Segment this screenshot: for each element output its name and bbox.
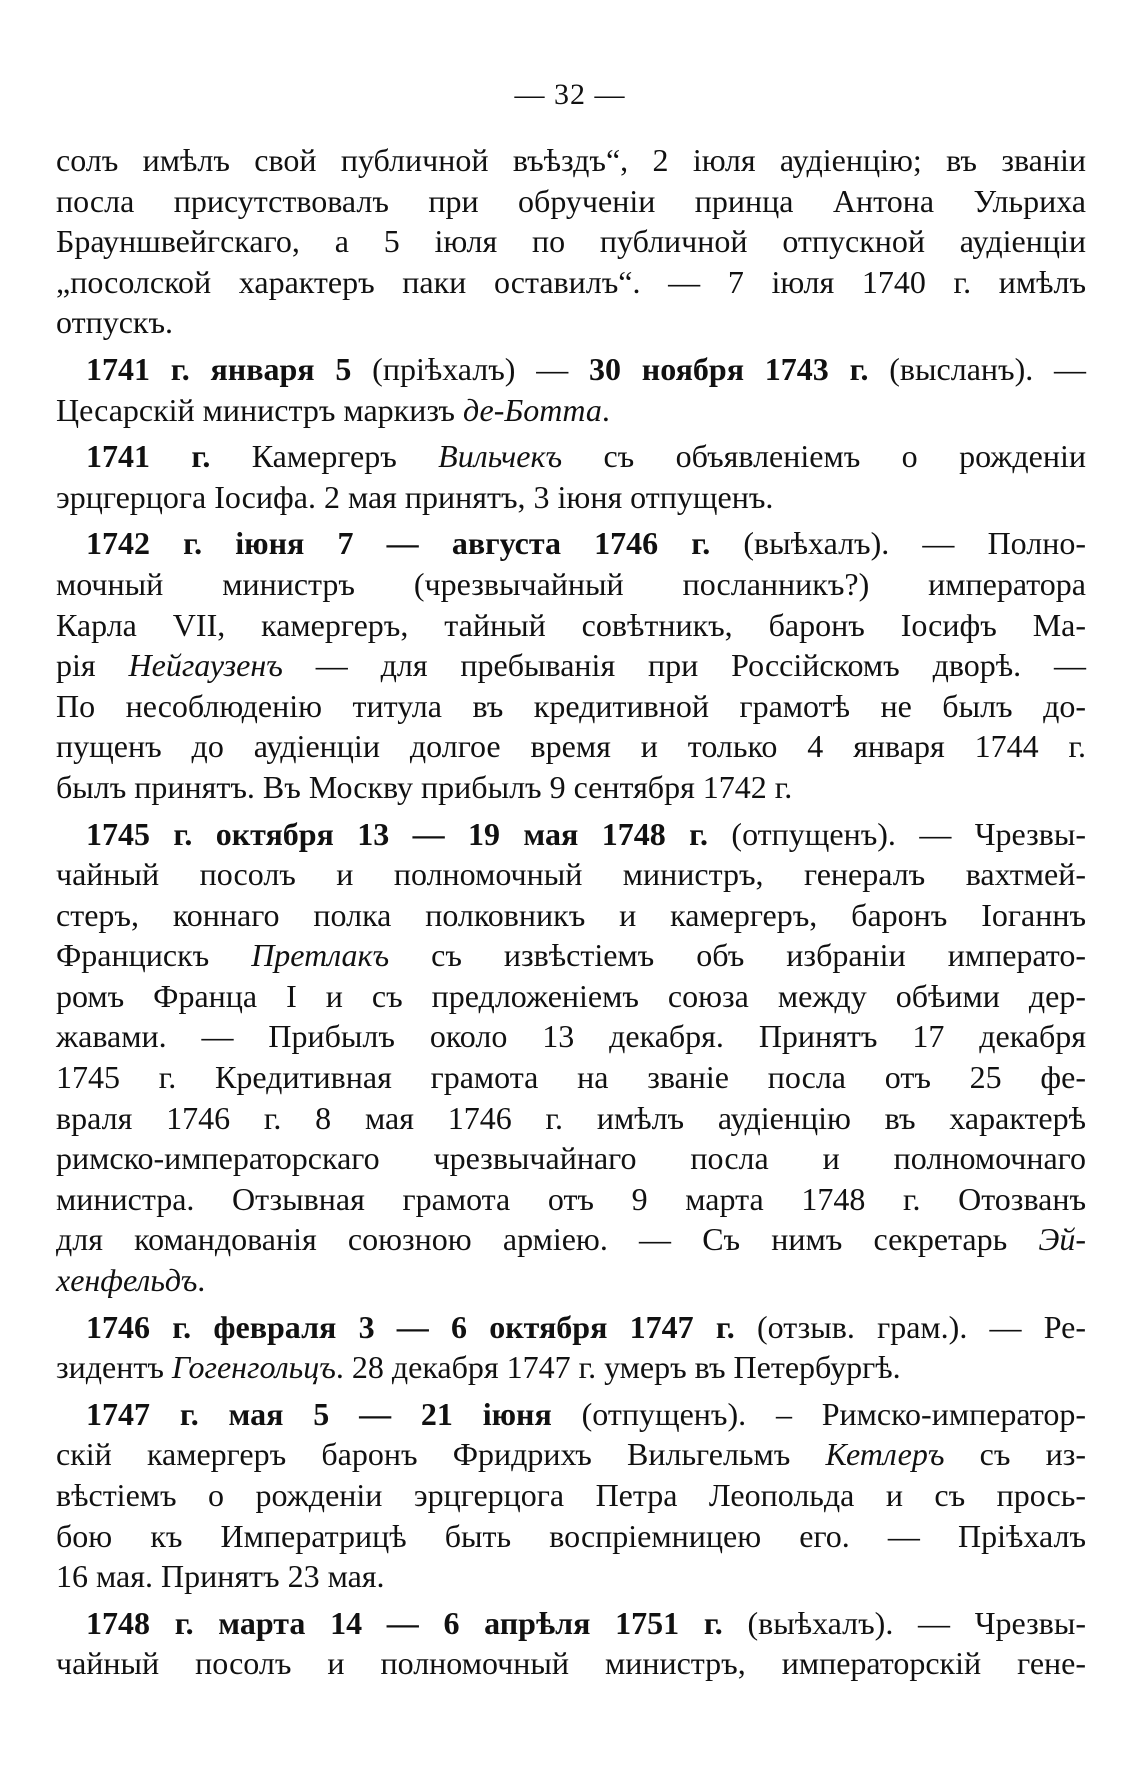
date-range: 1746 г. февраля 3 — 6 октября 1747 г. bbox=[86, 1308, 735, 1345]
text-segment: враля 1746 г. 8 мая 1746 г. имѣлъ аудіенцію въ характерѣ bbox=[56, 1099, 1086, 1136]
text-line bbox=[56, 564, 1086, 605]
text-line bbox=[56, 895, 1086, 936]
text-line bbox=[56, 935, 1086, 976]
text-segment: стеръ, коннаго полка полковникъ и камергеръ, баронъ Іоганнъ bbox=[56, 896, 1086, 933]
text-line bbox=[56, 1603, 1086, 1644]
text-segment: солъ имѣлъ свой публичной въѣздъ“, 2 іюля аудіенцію; въ званіи bbox=[56, 142, 1086, 178]
person-name: Гогенгольцъ bbox=[171, 1349, 336, 1386]
person-name: хенфельдъ bbox=[56, 1262, 198, 1299]
text-line bbox=[56, 140, 1086, 181]
person-name: Эй- bbox=[1038, 1221, 1086, 1258]
text-line bbox=[56, 221, 1086, 262]
text-segment: былъ принятъ. Въ Москву прибылъ 9 сентября 1742 г. bbox=[56, 768, 793, 805]
text-segment: Францискъ bbox=[56, 937, 252, 974]
text-segment: 16 мая. Принятъ 23 мая. bbox=[56, 1558, 385, 1595]
text-line bbox=[56, 1260, 1086, 1301]
text-line bbox=[56, 1219, 1086, 1260]
text-segment: зидентъ bbox=[56, 1349, 172, 1386]
text-line bbox=[56, 1475, 1086, 1516]
text-segment: 1745 г. Кредитивная грамота на званіе посла отъ 25 фе- bbox=[56, 1059, 1086, 1096]
text-line bbox=[56, 302, 1086, 343]
text-line bbox=[56, 1643, 1086, 1684]
body-text bbox=[56, 140, 1086, 1684]
text-segment: . bbox=[601, 391, 610, 428]
text-segment: мочный министръ (чрезвычайный посланникъ?) императора bbox=[56, 565, 1086, 602]
text-segment: (выѣхалъ). — Полно- bbox=[710, 525, 1087, 562]
text-segment: скій камергеръ баронъ Фридрихъ Вильгельмъ bbox=[56, 1436, 826, 1473]
text-line bbox=[56, 262, 1086, 303]
text-line bbox=[56, 523, 1086, 564]
text-segment: . bbox=[197, 1262, 206, 1299]
text-segment: (отзыв. грам.). — Ре- bbox=[734, 1308, 1087, 1345]
person-name: Кетлеръ bbox=[825, 1436, 945, 1473]
text-segment: Карла VII, камергеръ, тайный совѣтникъ, баронъ Іосифъ Ма- bbox=[56, 606, 1086, 643]
text-segment: (отпущенъ). – Римско-император- bbox=[551, 1395, 1087, 1432]
text-segment: эрцгерцога Іосифа. 2 мая принятъ, 3 іюня отпущенъ. bbox=[56, 478, 774, 515]
text-line bbox=[56, 976, 1086, 1017]
text-segment: жавами. — Прибылъ около 13 декабря. Принятъ 17 декабря bbox=[56, 1018, 1086, 1055]
text-segment: Брауншвейгскаго, а 5 іюля по публичной отпускной аудіенціи bbox=[56, 223, 1086, 260]
text-segment: (отпущенъ). — Чрезвы- bbox=[708, 815, 1086, 852]
text-segment: . 28 декабря 1747 г. умеръ въ Петербургѣ. bbox=[335, 1349, 901, 1386]
text-line bbox=[56, 686, 1086, 727]
text-line bbox=[56, 1556, 1086, 1597]
page-number: — 32 — bbox=[514, 78, 626, 111]
text-segment: По несоблюденію титула въ кредитивной грамотѣ не былъ до- bbox=[56, 687, 1086, 724]
text-segment: (пріѣхалъ) — bbox=[351, 350, 589, 387]
date-range: 1748 г. марта 14 — 6 апрѣля 1751 г. bbox=[86, 1604, 723, 1641]
text-line bbox=[56, 349, 1086, 390]
text-segment: (высланъ). — bbox=[868, 350, 1087, 387]
text-segment: — для пребыванія при Россійскомъ дворѣ. — bbox=[282, 647, 1087, 684]
text-segment: Камергеръ bbox=[210, 438, 439, 475]
text-line bbox=[56, 1516, 1086, 1557]
text-line bbox=[56, 390, 1086, 431]
date-range: 1745 г. октября 13 — 19 мая 1748 г. bbox=[86, 815, 709, 852]
text-line bbox=[56, 1347, 1086, 1388]
person-name: Вильчекъ bbox=[438, 438, 563, 475]
text-segment: ромъ Франца I и съ предложеніемъ союза между обѣими дер- bbox=[56, 977, 1086, 1014]
text-line bbox=[56, 767, 1086, 808]
text-line bbox=[56, 1307, 1086, 1348]
text-segment: „посолской характеръ паки оставилъ“. — 7 іюля 1740 г. имѣлъ bbox=[56, 263, 1086, 300]
text-segment: вѣстіемъ о рожденіи эрцгерцога Петра Леопольда и съ прось- bbox=[56, 1477, 1086, 1513]
date-range: 1747 г. мая 5 — 21 іюня bbox=[86, 1395, 552, 1432]
text-line bbox=[56, 477, 1086, 518]
text-segment: отпускъ. bbox=[56, 304, 173, 341]
text-segment: пущенъ до аудіенціи долгое время и только 4 января 1744 г. bbox=[56, 728, 1086, 765]
date-range: 1741 г. января 5 bbox=[86, 350, 352, 387]
text-segment: для командованія союзною арміею. — Съ нимъ секретарь bbox=[56, 1221, 1039, 1258]
text-line bbox=[56, 1138, 1086, 1179]
person-name: Нейгаузенъ bbox=[128, 647, 283, 684]
text-segment: бою къ Императрицѣ быть воспріемницею его. — Пріѣхалъ bbox=[56, 1517, 1086, 1554]
text-line bbox=[56, 854, 1086, 895]
text-line bbox=[56, 1098, 1086, 1139]
text-segment: чайный посолъ и полномочный министръ, генералъ вахтмей- bbox=[56, 856, 1086, 893]
text-line bbox=[56, 1016, 1086, 1057]
date-range: 1742 г. іюня 7 — августа 1746 г. bbox=[86, 525, 711, 562]
text-line bbox=[56, 1394, 1086, 1435]
date-range: 1741 г. bbox=[86, 438, 211, 475]
text-segment: (выѣхалъ). — Чрезвы- bbox=[722, 1604, 1087, 1641]
text-line bbox=[56, 436, 1086, 477]
text-segment: рія bbox=[56, 647, 129, 684]
text-segment: съ объявленіемъ о рожденіи bbox=[562, 438, 1086, 475]
text-line bbox=[56, 605, 1086, 646]
text-segment: министра. Отзывная грамота отъ 9 марта 1748 г. Отозванъ bbox=[56, 1180, 1086, 1217]
text-line bbox=[56, 1057, 1086, 1098]
text-segment: посла присутствовалъ при обрученіи принца Антона Ульриха bbox=[56, 182, 1086, 219]
text-segment: римско-императорскаго чрезвычайнаго посла и полномочнаго bbox=[56, 1140, 1086, 1177]
text-segment: Цесарскій министръ маркизъ bbox=[56, 391, 463, 428]
text-line bbox=[56, 181, 1086, 222]
text-segment: съ извѣстіемъ объ избраніи императо- bbox=[389, 937, 1087, 974]
date-range: 30 ноября 1743 г. bbox=[589, 350, 869, 387]
person-name: де-Ботта bbox=[462, 391, 602, 428]
text-line bbox=[56, 1434, 1086, 1475]
text-segment: съ из- bbox=[944, 1436, 1087, 1473]
text-line bbox=[56, 726, 1086, 767]
text-line bbox=[56, 814, 1086, 855]
person-name: Претлакъ bbox=[251, 937, 390, 974]
text-line bbox=[56, 1179, 1086, 1220]
text-line bbox=[56, 645, 1086, 686]
text-segment: чайный посолъ и полномочный министръ, императорскій гене- bbox=[56, 1645, 1086, 1682]
